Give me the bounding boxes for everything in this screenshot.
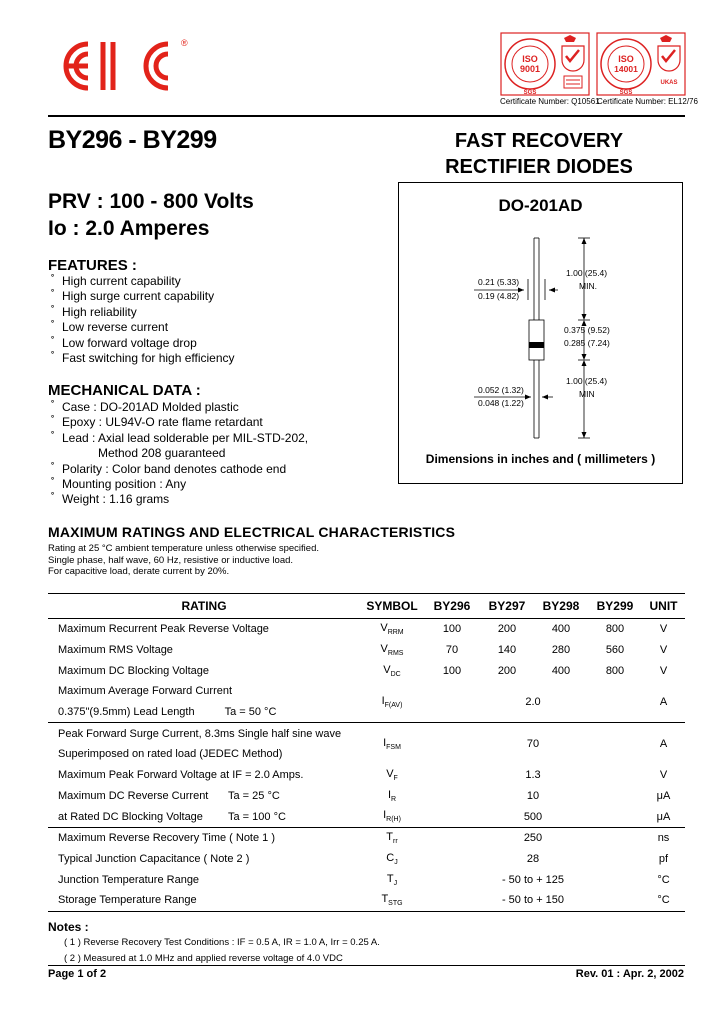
note-2: ( 2 ) Measured at 1.0 MHz and applied reverse voltage of 4.0 VDC [64,953,343,964]
table-row: Maximum DC Blocking Voltage $V_{DC}$ 100 200 400 800 V [58,663,668,678]
col-rating: RATING [48,594,360,619]
ratings-table [48,593,685,912]
rating-conditions [48,543,319,578]
col-by297: BY297 [480,594,534,619]
body-width-max: 0.21 (5.33) [478,277,520,287]
revision-date: Rev. 01 : Apr. 2, 2002 [575,968,684,980]
table-row: at Rated DC Blocking Voltage Ta = 100 °C $I_{R(H)}$ 500 μA [58,809,671,824]
feature-item: ˚ Fast switching for high efficiency [48,351,235,366]
mechanical-heading: MECHANICAL DATA : [48,382,201,399]
wire-dia-min: 0.048 (1.22) [478,398,524,408]
col-by299: BY299 [588,594,642,619]
svg-text:9001: 9001 [519,64,541,74]
prv-spec: PRV : 100 - 800 Volts [48,190,254,213]
io-spec: Io : 2.0 Amperes [48,217,210,240]
table-row: Maximum Average Forward Current $I_{F(AV)}$ 2.0 A [58,685,668,709]
table-row: Peak Forward Surge Current, 8.3ms Single half sine wave $I_{FSM}$ 70 A [48,723,685,744]
page-number: Page 1 of 2 [48,968,107,980]
footer-rule [48,965,685,966]
device-type-title [400,128,678,180]
table-row: Typical Junction Capacitance ( Note 2 ) $C_J$ 28 pf [58,851,669,866]
notes-heading: Notes : [48,920,89,934]
table-row: Storage Temperature Range $T_{STG}$ - 50 to + 150 °C [48,890,685,911]
col-unit: UNIT [642,594,685,619]
table-header-row [48,594,685,619]
feature-item: ˚ High reliability [48,305,235,320]
table-row: Maximum DC Reverse Current Ta = 25 °C $I_R$ 10 μA [58,788,671,803]
feature-item: ˚ High surge current capability [48,289,235,304]
iso-14001-seal [596,32,686,106]
rating-condition: Single phase, half wave, 60 Hz, resistive or inductive load. [48,554,294,566]
iso-9001-seal [500,32,590,106]
svg-text:SGS: SGS [523,90,537,96]
svg-text:ISO: ISO [618,54,634,64]
key-specs [48,188,254,242]
lead-length-bottom-in: 1.00 (25.4) [566,376,608,386]
svg-text:UKAS: UKAS [660,80,678,86]
mechanical-list [48,400,308,508]
features-list [48,274,235,366]
lead-length-top-min: MIN. [579,281,597,291]
table-row: Maximum RMS Voltage $V_{RMS}$ 70 140 280 560 V [58,642,668,658]
table-row: Maximum Recurrent Peak Reverse Voltage $V_{RRM}$ 100 200 400 800 V [58,622,668,637]
table-row: Maximum Reverse Recovery Time ( Note 1 ) $T_{rr}$ 250 ns [48,827,685,848]
ratings-heading: MAXIMUM RATINGS AND ELECTRICAL CHARACTERISTICS [48,524,456,540]
device-type-line-1: FAST RECOVERY [454,130,624,152]
table-row: 0.375"(9.5mm) Lead Length Ta = 50 °C [58,706,277,719]
features-heading: FEATURES : [48,257,137,274]
body-length-max: 0.375 (9.52) [564,325,610,335]
body-length-min: 0.285 (7.24) [564,338,610,348]
cert-number-14001: Certificate Number: EL12/76 [597,97,698,106]
mechanical-item: ˚ Mounting position : Any [48,477,308,492]
mechanical-item: ˚ Epoxy : UL94V-O rate flame retardant [48,415,308,430]
feature-item: ˚ Low forward voltage drop [48,336,235,351]
svg-text:®: ® [181,38,188,48]
svg-text:14001: 14001 [614,64,638,74]
cathode-band [529,342,544,348]
table-row: Superimposed on rated load (JEDEC Method) [58,748,283,761]
col-by298: BY298 [534,594,588,619]
dimension-caption: Dimensions in inches and ( millimeters ) [425,452,656,466]
lead-length-bottom-min: MIN [579,389,595,399]
svg-text:SGS: SGS [619,90,633,96]
header-rule [48,115,685,117]
mechanical-item-continued: Method 208 guaranteed [98,446,226,461]
package-title: DO-201AD [498,196,583,215]
mechanical-item: ˚ Case : DO-201AD Molded plastic [48,400,308,415]
feature-item: ˚ High current capability [48,274,235,289]
device-type-line-2: RECTIFIER DIODES [445,156,633,178]
note-1: ( 1 ) Reverse Recovery Test Conditions : IF = 0.5 A, IR = 1.0 A, Irr = 0.25 A. [64,937,380,948]
wire-dia-max: 0.052 (1.32) [478,385,524,395]
part-number-title: BY296 - BY299 [48,126,217,154]
table-row: Maximum Peak Forward Voltage at IF = 2.0 Amps. $V_F$ 1.3 V [58,768,668,783]
col-symbol: SYMBOL [360,594,424,619]
mechanical-item: ˚ Polarity : Color band denotes cathode end [48,462,308,477]
lead-length-top-in: 1.00 (25.4) [566,268,608,278]
eic-logo [48,34,198,96]
mechanical-item: ˚ Weight : 1.16 grams [48,492,308,507]
feature-item: ˚ Low reverse current [48,320,235,335]
mechanical-item: ˚ Lead : Axial lead solderable per MIL-STD-202, [48,431,308,446]
cert-number-9001: Certificate Number: Q10561 [500,97,600,106]
rating-condition: Rating at 25 °C ambient temperature unless otherwise specified. [48,543,319,554]
col-by296: BY296 [424,594,480,619]
rating-condition: For capacitive load, derate current by 20%. [48,566,230,577]
body-width-min: 0.19 (4.82) [478,291,520,301]
package-drawing [398,182,683,484]
svg-text:ISO: ISO [522,54,538,64]
table-row: Junction Temperature Range $T_J$ - 50 to + 125 °C [58,872,670,887]
